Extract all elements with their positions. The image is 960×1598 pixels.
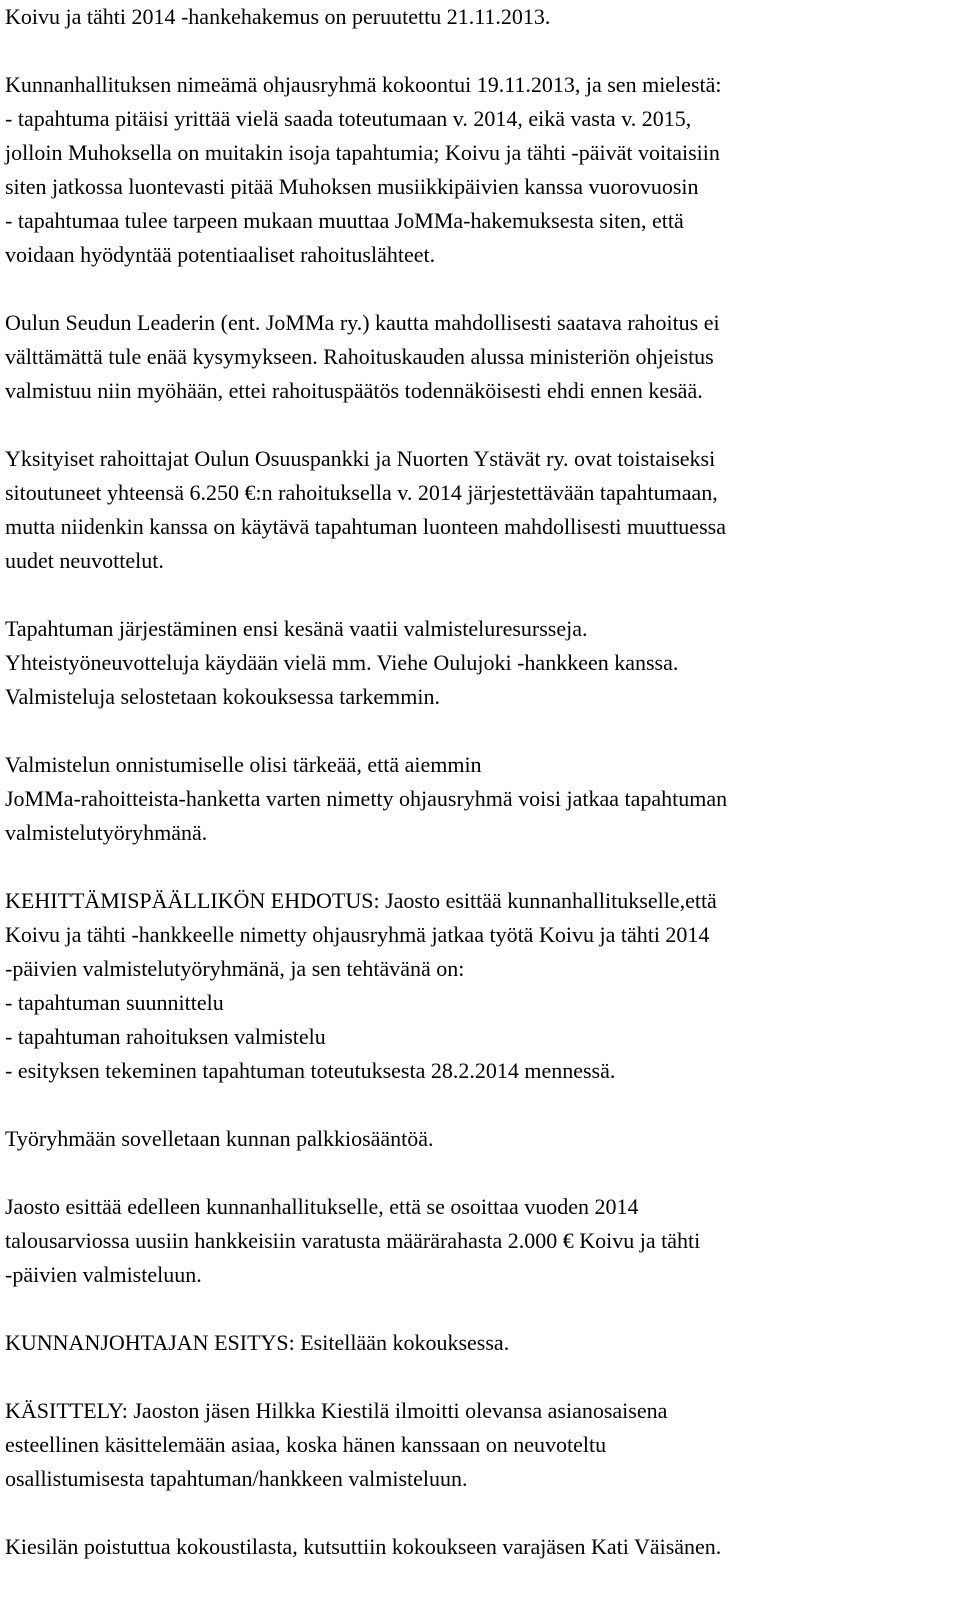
text-line: jolloin Muhoksella on muitakin isoja tapahtumia; Koivu ja tähti -päivät voitaisiin — [5, 140, 720, 165]
text-line: talousarviossa uusiin hankkeisiin varatusta määrärahasta 2.000 € Koivu ja tähti — [5, 1228, 701, 1253]
text-line: Yhteistyöneuvotteluja käydään vielä mm. Viehe Oulujoki -hankkeen kanssa. — [5, 650, 679, 675]
list-item: - tapahtuman rahoituksen valmistelu — [5, 1024, 326, 1049]
text-line: -päivien valmisteluun. — [5, 1262, 202, 1287]
text-line: Valmisteluja selostetaan kokouksessa tarkemmin. — [5, 684, 441, 709]
text-line: uudet neuvottelut. — [5, 548, 164, 573]
paragraph-substitute-member — [5, 1530, 955, 1564]
text-line: Valmistelun onnistumiselle olisi tärkeää, että aiemmin — [5, 752, 482, 777]
list-item: - esityksen tekeminen tapahtuman toteutuksesta 28.2.2014 mennessä. — [5, 1058, 616, 1083]
text-line: Yksityiset rahoittajat Oulun Osuuspankki ja Nuorten Ystävät ry. ovat toistaiseksi — [5, 446, 716, 471]
list-item: - tapahtuman suunnittelu — [5, 990, 224, 1015]
text-line: JoMMa-rahoitteista-hanketta varten nimetty ohjausryhmä voisi jatkaa tapahtuman — [5, 786, 728, 811]
text-line: osallistumisesta tapahtuman/hankkeen valmisteluun. — [5, 1466, 468, 1491]
paragraph-cancellation — [5, 0, 955, 34]
text-line: siten jatkossa luontevasti pitää Muhoksen musiikkipäivien kanssa vuorovuosin — [5, 174, 699, 199]
paragraph-preparation-resources — [5, 612, 955, 714]
text-line: Koivu ja tähti -hankkeelle nimetty ohjausryhmä jatkaa työtä Koivu ja tähti 2014 — [5, 922, 710, 947]
text-line: valmistelutyöryhmänä. — [5, 820, 208, 845]
paragraph-leader-funding — [5, 306, 955, 408]
text-line: - tapahtuma pitäisi yrittää vielä saada toteutumaan v. 2014, eikä vasta v. 2015, — [5, 106, 692, 131]
text-line: KEHITTÄMISPÄÄLLIKÖN EHDOTUS: Jaosto esittää kunnanhallitukselle,että — [5, 888, 717, 913]
text-line: Oulun Seudun Leaderin (ent. JoMMa ry.) kautta mahdollisesti saatava rahoitus ei — [5, 310, 720, 335]
text-line: välttämättä tule enää kysymykseen. Rahoituskauden alussa ministeriön ohjeistus — [5, 344, 714, 369]
text-line: KUNNANJOHTAJAN ESITYS: Esitellään kokouksessa. — [5, 1330, 510, 1355]
text-line: Kiesilän poistuttua kokoustilasta, kutsuttiin kokoukseen varajäsen Kati Väisänen. — [5, 1534, 722, 1559]
text-line: Työryhmään sovelletaan kunnan palkkiosääntöä. — [5, 1126, 434, 1151]
text-line: Jaosto esittää edelleen kunnanhallitukselle, että se osoittaa vuoden 2014 — [5, 1194, 639, 1219]
text-line: mutta niidenkin kanssa on käytävä tapahtuman luonteen mahdollisesti muuttuessa — [5, 514, 726, 539]
paragraph-development-manager-proposal — [5, 884, 955, 1088]
text-line: valmistuu niin myöhään, ettei rahoituspäätös todennäköisesti ehdi ennen kesää. — [5, 378, 703, 403]
document-page — [5, 0, 955, 1598]
paragraph-handling — [5, 1394, 955, 1496]
paragraph-working-group — [5, 748, 955, 850]
paragraph-steering-group-opinion — [5, 68, 955, 272]
paragraph-private-funders — [5, 442, 955, 578]
text-line: voidaan hyödyntää potentiaaliset rahoituslähteet. — [5, 242, 436, 267]
text-line: Koivu ja tähti 2014 -hankehakemus on peruutettu 21.11.2013. — [5, 4, 551, 29]
text-line: KÄSITTELY: Jaoston jäsen Hilkka Kiestilä ilmoitti olevansa asianosaisena — [5, 1398, 668, 1423]
paragraph-municipal-manager-proposal — [5, 1326, 955, 1360]
text-line: sitoutuneet yhteensä 6.250 €:n rahoituksella v. 2014 järjestettävään tapahtumaan, — [5, 480, 718, 505]
text-line: -päivien valmistelutyöryhmänä, ja sen tehtävänä on: — [5, 956, 465, 981]
text-line: - tapahtumaa tulee tarpeen mukaan muuttaa JoMMa-hakemuksesta siten, että — [5, 208, 684, 233]
text-line: esteellinen käsittelemään asiaa, koska hänen kanssaan on neuvoteltu — [5, 1432, 607, 1457]
text-line: Tapahtuman järjestäminen ensi kesänä vaatii valmisteluresursseja. — [5, 616, 588, 641]
paragraph-fee-rules — [5, 1122, 955, 1156]
text-line: Kunnanhallituksen nimeämä ohjausryhmä kokoontui 19.11.2013, ja sen mielestä: — [5, 72, 722, 97]
paragraph-budget-proposal — [5, 1190, 955, 1292]
